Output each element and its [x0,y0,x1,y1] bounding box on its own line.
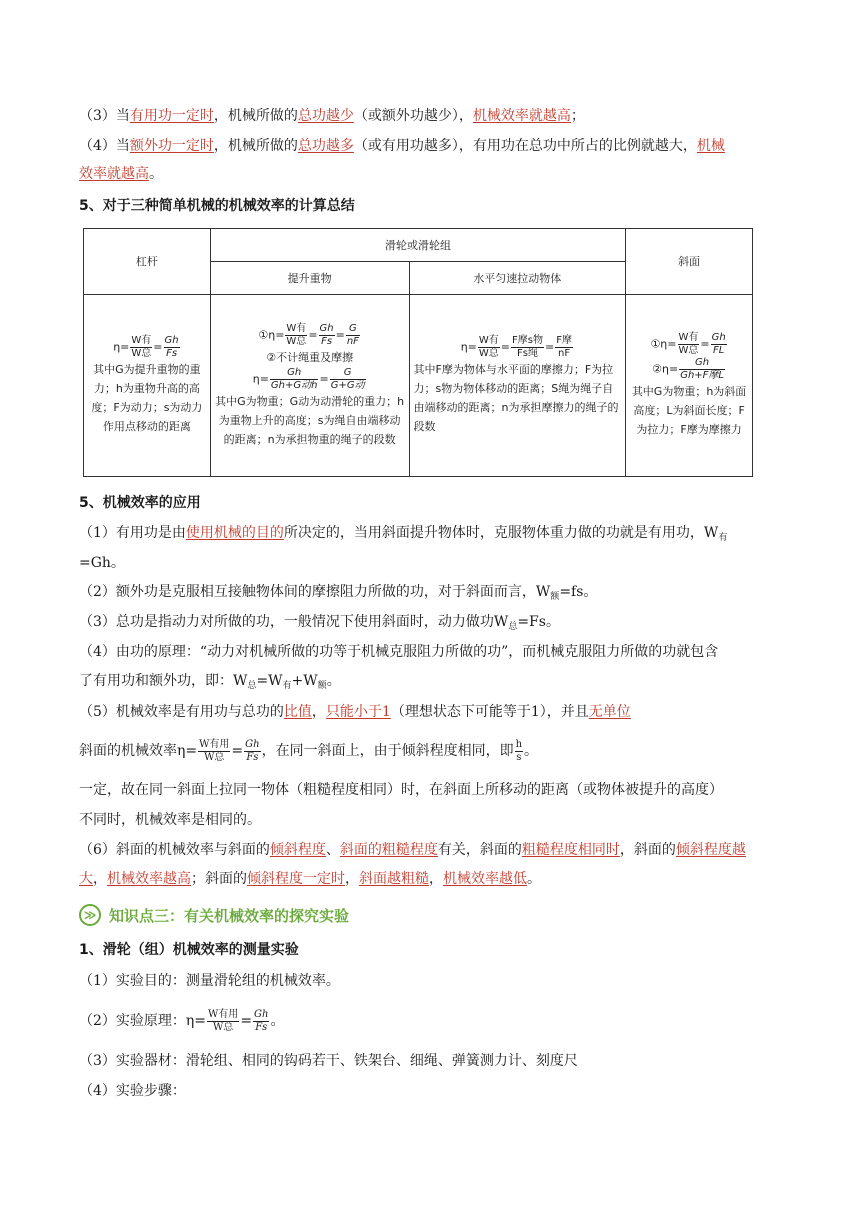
paragraph-3 [79,106,808,126]
highlight-text: 机械效率越低 [443,871,527,887]
highlight-text: 总功越多 [297,138,354,154]
header-lift: 提升重物 [210,262,409,295]
header-slope: 斜面 [626,229,753,295]
text: ，机械所做的 [213,138,298,154]
highlight-text: 总功越少 [297,108,354,124]
app-paragraph-5-cont2: 不同时，机械效率是相同的。 [79,812,261,828]
horizontal-description: 其中F摩为物体与水平面的摩擦力；F为拉力；s物为物体移动的距离；S绳为绳子自由端移动的距离；n为承担摩擦力的绳子的段数 [413,363,619,433]
paragraph-4 [79,136,808,156]
cell-lever [84,295,211,477]
double-chevron-right-icon: ≫ [79,904,101,926]
section-heading: 1、滑轮（组）机械效率的测量实验 [79,942,299,958]
app-paragraph-5: （5）机械效率是有用功与总功的比值，只能小于1（理想状态下可能等于1），并且无单位 [79,704,631,720]
text: （4）当 [79,138,130,154]
efficiency-summary-table [83,228,753,477]
cell-slope [626,295,753,477]
highlight-text: 大 [79,871,93,887]
highlight-text: 倾斜程度越 [675,842,746,858]
lever-description: 其中G为提升重物的重力；h为重物升高的高度；F为动力；s为动力作用点移动的距离 [91,363,203,433]
app-paragraph-5-formula: 斜面的机械效率η= $\frac{\text{W有用}}{\text{W总}}$ = $\frac{Gh}{Fs}$ ，在同一斜面上，由于倾斜程度相同，即 $\frac{h}{s}$ 。 [79,738,539,763]
text: （3）当 [79,108,130,124]
cell-horizontal [409,295,626,477]
app-paragraph-5-cont: 一定，故在同一斜面上拉同一物体（粗糙程度相同）时，在斜面上所移动的距离（或物体被提升的高度） [79,782,723,798]
section-heading: 5、对于三种简单机械的机械效率的计算总结 [79,198,355,214]
header-lever: 杠杆 [84,229,211,295]
knowledge-point-heading [79,902,349,928]
exp-step-4: （4）实验步骤： [79,1083,186,1099]
highlight-text: 斜面的粗糙程度 [339,842,438,858]
lever-formula: η= $\frac{\text{W有}}{\text{W总}}$ = $\frac{Gh}{Fs}$ [113,335,179,359]
exp-step-3: （3）实验器材：滑轮组、相同的钩码若干、铁架台、细绳、弹簧测力计、刻度尺 [79,1053,578,1069]
cell-lift [210,295,409,477]
section-heading: 5、机械效率的应用 [79,495,201,511]
text: ； [570,108,585,124]
lift-formula-1: ①η= $\frac{\text{W有}}{\text{W总}}$ = $\frac{Gh}{Fs}$ = $\frac{G}{nF}$ [258,322,359,347]
highlight-text: 机械效率越高 [107,871,191,887]
highlight-text: 机械效率就越高 [472,108,571,124]
app-paragraph-3: （3）总功是指动力对所做的功，一般情况下使用斜面时，动力做功$W_总=Fs$。 [79,614,560,632]
header-pulley: 滑轮或滑轮组 [210,229,625,262]
app-paragraph-1: （1）有用功是由使用机械的目的所决定的，当用斜面提升物体时，克服物体重力做的功就是有用功，$W_有$ [79,525,728,543]
highlight-text: 倾斜程度 [269,842,326,858]
exp-step-2: （2）实验原理：η= $\frac{\text{W有用}}{\text{W总}}$ = $\frac{Gh}{Fs}$ 。 [79,1008,285,1033]
paragraph-4-cont [79,164,808,184]
highlight-text: 只能小于1 [325,704,391,720]
lift-description: 其中G为物重；G动为动滑轮的重力；h为重物上升的高度；s为绳自由端移动的距离；n为承担物重的绳子的段数 [215,394,405,446]
text: （或有用功越多），有用功在总功中所占的比例就越大， [353,138,697,154]
text: 。 [149,166,163,182]
header-horizontal: 水平匀速拉动物体 [409,262,626,295]
app-paragraph-6-cont: 大，机械效率越高；斜面的倾斜程度一定时，斜面越粗糙，机械效率越低。 [79,871,541,887]
slope-description: 其中G为物重；h为斜面高度；L为斜面长度；F为拉力；F摩为摩擦力 [631,385,747,436]
highlight-text: 有用功一定时 [129,108,214,124]
highlight-text: 比值 [283,704,312,720]
highlight-text: 无单位 [588,704,631,720]
highlight-text: 粗糙程度相同时 [521,842,620,858]
app-paragraph-4: （4）由功的原理：“动力对机械所做的功等于机械克服阻力所做的功”，而机械克服阻力所做的功就包含 [79,644,719,660]
slope-formula-2: ②η= $\frac{Gh}{\text{Gh+F摩L}}$ [652,357,724,381]
horizontal-formula: η= $\frac{\text{W有}}{\text{W总}}$ = $\frac{\text{F摩s物}}{\text{Fs绳}}$ = $\frac{\text{F摩}}{nF}$ [460,335,572,359]
text: ，机械所做的 [213,108,298,124]
lift-condition: ②不计绳重及摩擦 [266,350,354,364]
highlight-text: 机械 [696,138,725,154]
highlight-text: 斜面越粗糙 [359,871,429,887]
slope-formula-1: ①η= $\frac{\text{W有}}{\text{W总}}$ = $\frac{Gh}{FL}$ [650,332,726,356]
exp-step-1: （1）实验目的：测量滑轮组的机械效率。 [79,973,340,989]
knowledge-point-title: 知识点三：有关机械效率的探究实验 [109,906,350,925]
app-paragraph-4-cont: 了有用功和额外功，即：$W_总=W_有+W_额$。 [79,673,341,691]
highlight-text: 额外功一定时 [129,138,214,154]
text: （或额外功越少）， [353,108,473,124]
app-paragraph-2: （2）额外功是克服相互接触物体间的摩擦阻力所做的功，对于斜面而言，$W_额=fs$。 [79,584,598,602]
highlight-text: 效率就越高 [79,166,149,182]
app-paragraph-6: （6）斜面的机械效率与斜面的倾斜程度、斜面的粗糙程度有关，斜面的粗糙程度相同时，斜面的倾斜程度越 [79,842,746,858]
app-paragraph-1-cont: =Gh。 [79,555,125,571]
lift-formula-2: η= $\frac{Gh}{\text{Gh+G动h}}$ = $\frac{G}{\text{G+G动}}$ [252,366,365,391]
highlight-text: 倾斜程度一定时 [247,871,345,887]
highlight-text: 使用机械的目的 [185,525,284,541]
